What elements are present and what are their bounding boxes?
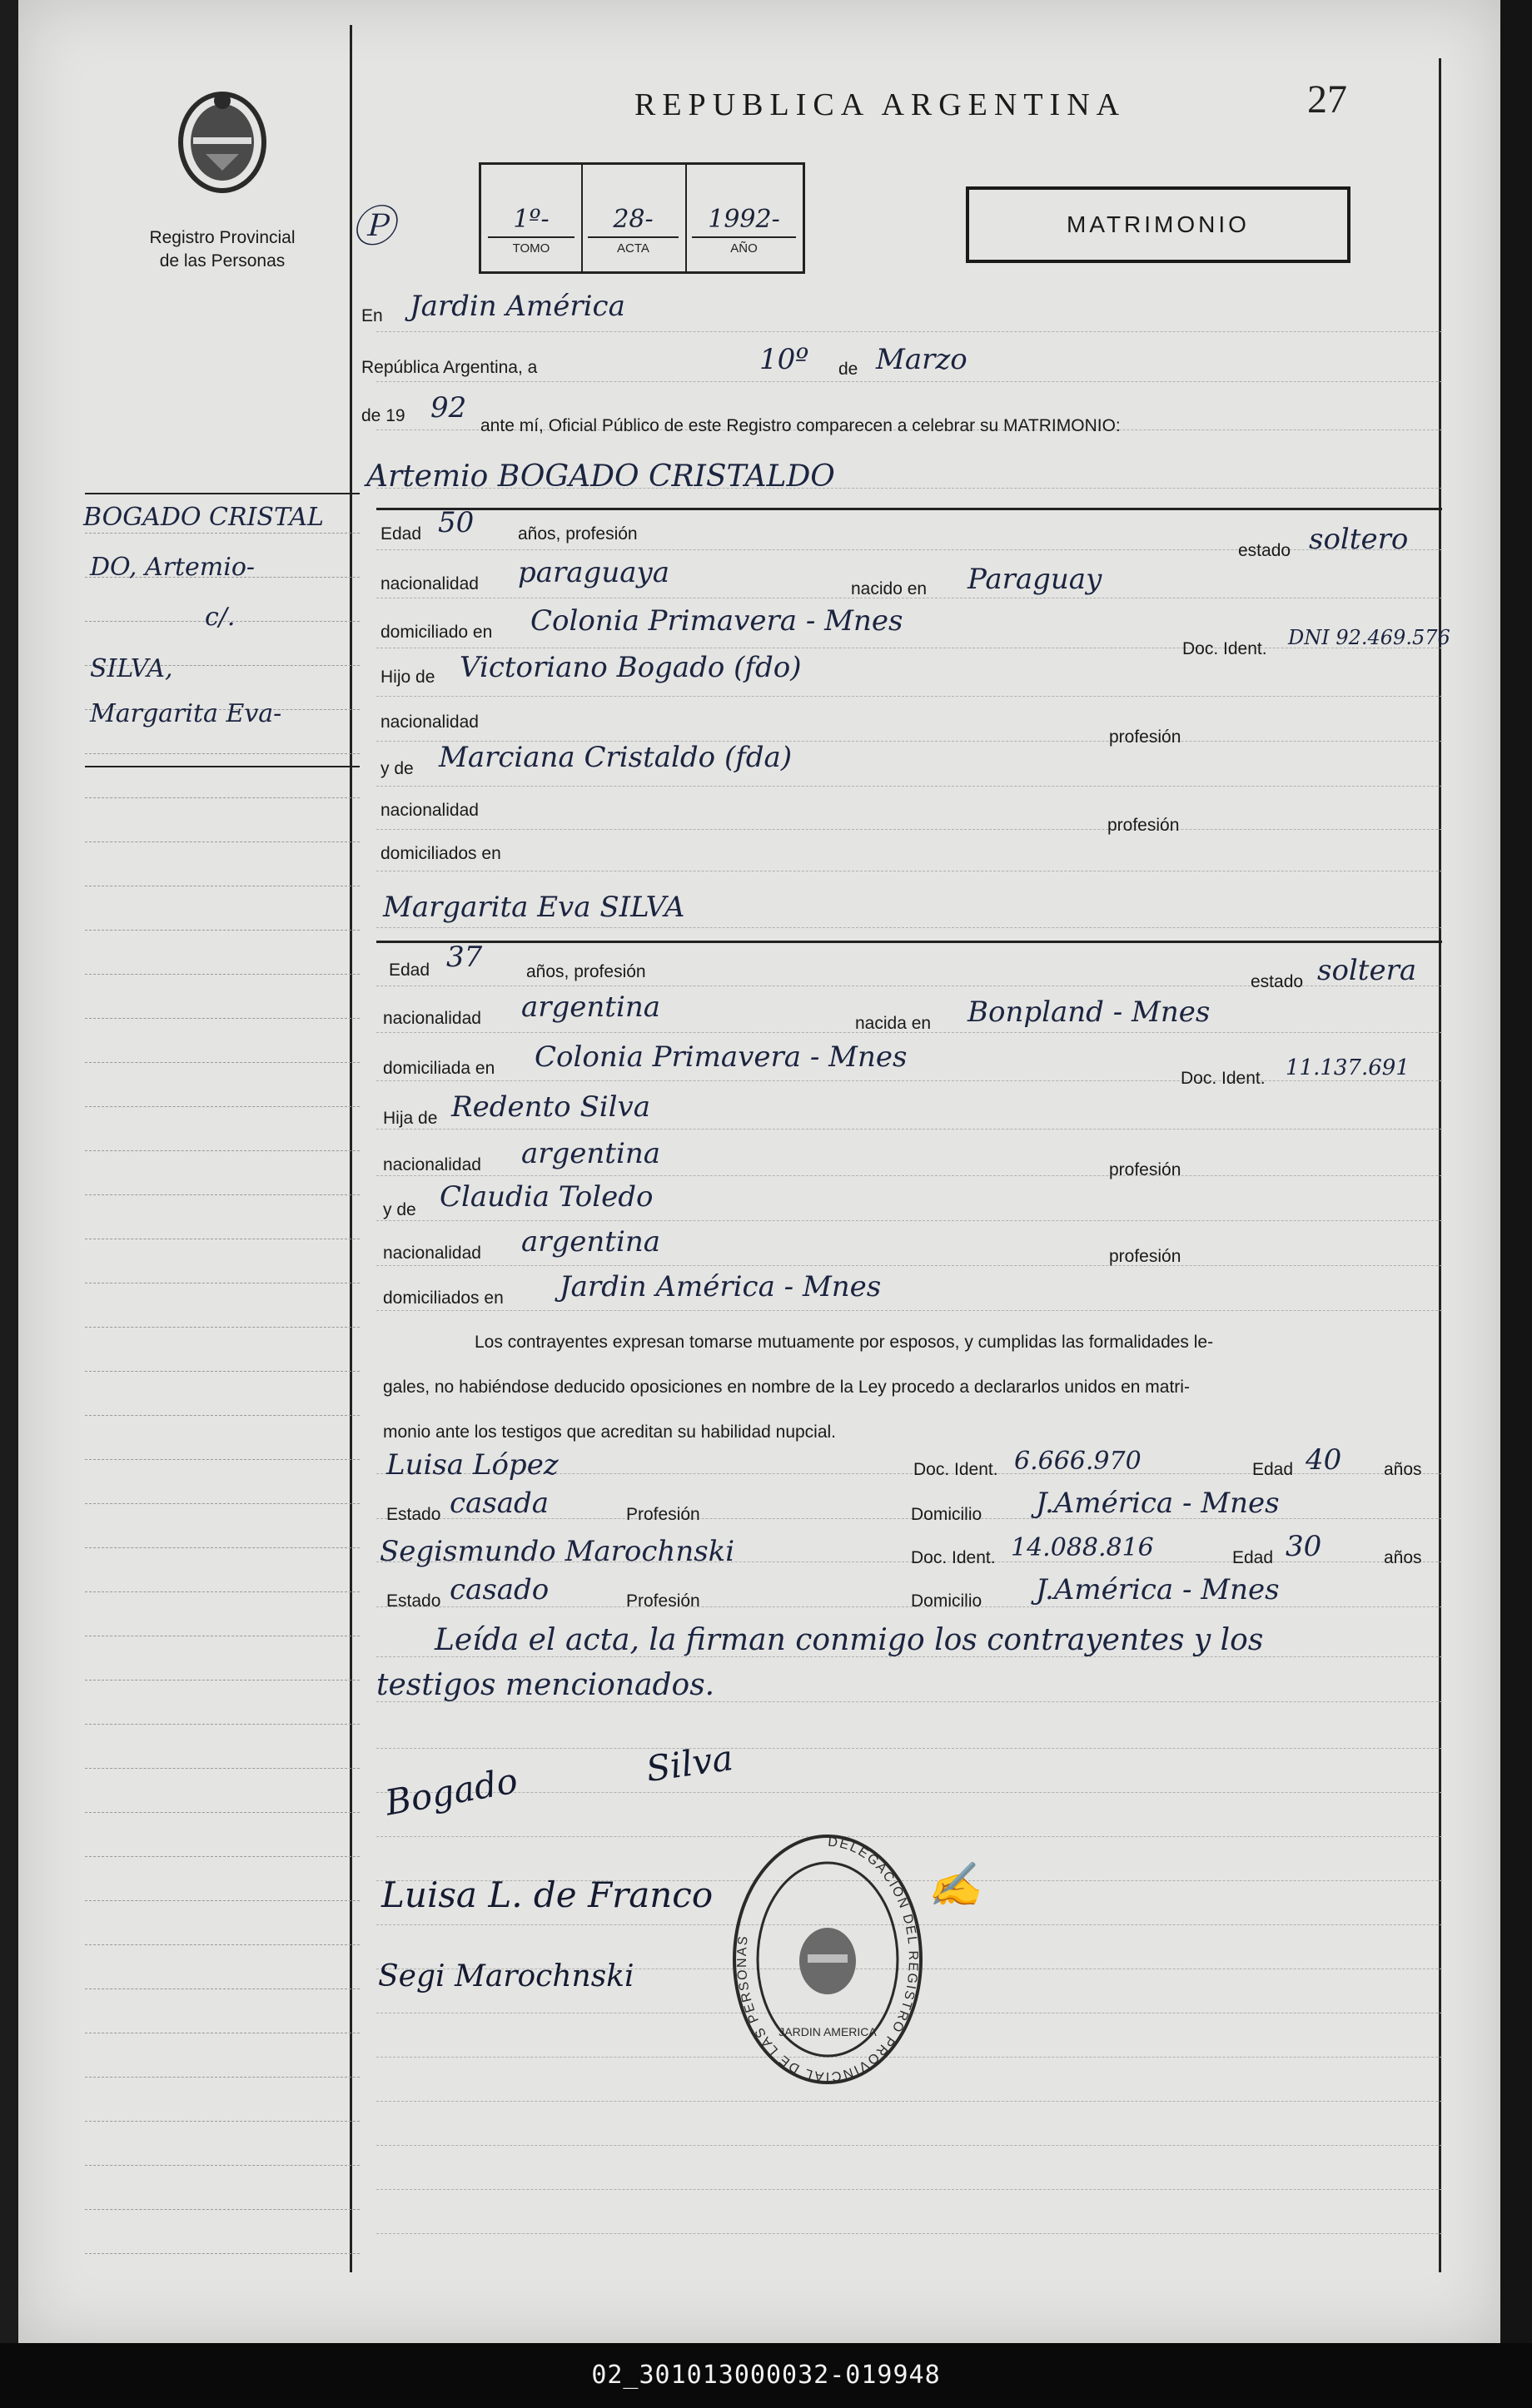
witness1-edad-label: Edad — [1252, 1460, 1294, 1479]
left-ruled-line — [85, 533, 360, 534]
left-ruled-line — [85, 1812, 360, 1813]
bride-nac1-label: nacionalidad — [383, 1155, 481, 1174]
groom-name: Artemio BOGADO CRISTALDO — [366, 459, 835, 494]
right-ruled-line — [376, 829, 1442, 830]
witness1-doc: 6.666.970 — [1014, 1447, 1142, 1476]
left-ruled-line — [85, 1150, 360, 1151]
tomo-label: TOMO — [512, 241, 550, 256]
left-ruled-line — [85, 2077, 360, 2078]
groom-nacido-label: nacido en — [851, 579, 928, 598]
place-value: Jardin América — [410, 290, 625, 323]
bride-yde-label: y de — [383, 1200, 416, 1219]
bride-profesion-label: años, profesión — [526, 962, 646, 981]
bride-nac1: argentina — [521, 1137, 661, 1170]
left-top-rule — [85, 493, 360, 494]
left-ruled-line — [85, 974, 360, 975]
left-ruled-line — [85, 2121, 360, 2122]
left-ruled-line — [85, 1900, 360, 1901]
official-signature: ✍ — [928, 1860, 982, 1910]
record-type-box — [966, 186, 1350, 263]
bride-nacida: Bonpland - Mnes — [967, 995, 1211, 1029]
groom-edad-label: Edad — [381, 524, 422, 544]
groom-profesion-label: años, profesión — [518, 524, 638, 544]
bride-doc-label: Doc. Ident. — [1181, 1069, 1266, 1088]
left-ruled-line — [85, 1018, 360, 1019]
bride-nac2-label: nacionalidad — [383, 1244, 481, 1263]
left-ruled-line — [85, 1591, 360, 1592]
witness1-estado: casada — [450, 1487, 550, 1520]
margin-note-line: SILVA, — [90, 654, 173, 683]
tomo-divider — [488, 236, 574, 238]
witness2-domicilio: J.América - Mnes — [1036, 1573, 1280, 1606]
groom-nac1-label: nacionalidad — [381, 712, 479, 732]
groom-nacido: Paraguay — [967, 563, 1102, 596]
left-ruled-line — [85, 2209, 360, 2210]
acta-label: ACTA — [617, 241, 649, 256]
right-ruled-line — [376, 1792, 1442, 1793]
en-label: En — [361, 306, 383, 325]
bride-domiciliados: Jardin América - Mnes — [560, 1270, 882, 1303]
groom-estado-label: estado — [1238, 541, 1291, 560]
organization-line1: Registro Provincial — [149, 228, 296, 247]
tomo-value: 1º- — [513, 205, 550, 234]
left-ruled-line — [85, 1371, 360, 1372]
groom-nacionalidad-label: nacionalidad — [381, 574, 479, 593]
witness2-profesion-label: Profesión — [626, 1591, 700, 1611]
declaration-text — [383, 1320, 1440, 1455]
right-ruled-line — [376, 1606, 1442, 1607]
bride-nacida-label: nacida en — [855, 1014, 932, 1033]
right-ruled-line — [376, 696, 1442, 697]
witness1-profesion-label: Profesión — [626, 1505, 700, 1524]
year-prefix: de 19 — [361, 406, 405, 425]
left-ruled-line — [85, 2253, 360, 2254]
left-ruled-line — [85, 930, 360, 931]
right-ruled-line — [376, 1748, 1442, 1749]
acta-divider — [588, 236, 679, 238]
groom-mother: Marciana Cristaldo (fda) — [439, 741, 793, 774]
signature-1: Bogado — [381, 1760, 521, 1824]
bride-domicilio-label: domiciliada en — [383, 1059, 495, 1078]
bride-nacionalidad: argentina — [521, 991, 661, 1024]
bride-prof1-label: profesión — [1109, 1160, 1181, 1179]
right-ruled-line — [376, 1129, 1442, 1130]
bride-edad-label: Edad — [389, 961, 430, 980]
groom-divider — [376, 508, 1442, 510]
groom-estado: soltero — [1309, 523, 1409, 556]
bride-doc: 11.137.691 — [1286, 1055, 1410, 1080]
tomo-acta-anio-box — [479, 162, 805, 274]
left-ruled-line — [85, 1459, 360, 1460]
right-ruled-line — [376, 1310, 1442, 1311]
witness1-edad: 40 — [1306, 1443, 1342, 1477]
right-ruled-line — [376, 2233, 1442, 2234]
signature-4: Segi Marochnski — [378, 1959, 634, 1993]
right-ruled-line — [376, 2189, 1442, 2190]
groom-yde-label: y de — [381, 759, 414, 778]
witness2-estado: casado — [450, 1573, 550, 1606]
seal-subtext: JARDIN AMERICA — [778, 2025, 877, 2038]
left-ruled-line — [85, 1988, 360, 1989]
right-ruled-line — [376, 927, 1442, 928]
acta-value: 28- — [613, 205, 654, 234]
witness2-doc: 14.088.816 — [1011, 1533, 1154, 1562]
bride-mother: Claudia Toledo — [440, 1180, 654, 1214]
anio-label: AÑO — [730, 241, 758, 256]
groom-domicilio: Colonia Primavera - Mnes — [530, 604, 903, 638]
coat-of-arms-icon — [168, 87, 276, 196]
left-ruled-line — [85, 1194, 360, 1195]
left-margin-line — [350, 25, 352, 2272]
page-number: 27 — [1307, 77, 1347, 122]
groom-hijo-label: Hijo de — [381, 668, 435, 687]
margin-note-line: DO, Artemio- — [90, 553, 256, 582]
witness2-estado-label: Estado — [386, 1591, 441, 1611]
right-ruled-line — [376, 786, 1442, 787]
left-ruled-line — [85, 1944, 360, 1945]
anio-divider — [692, 236, 796, 238]
day-value: 10º — [759, 343, 809, 376]
witness2-name: Segismundo Marochnski — [380, 1535, 735, 1568]
bride-domicilio: Colonia Primavera - Mnes — [535, 1040, 908, 1074]
official-seal-icon — [728, 1828, 928, 2091]
republica-label: República Argentina, a — [361, 358, 538, 377]
groom-father: Victoriano Bogado (fdo) — [460, 651, 802, 684]
organization-name — [110, 226, 335, 273]
right-ruled-line — [376, 1080, 1442, 1081]
groom-edad: 50 — [438, 506, 475, 539]
witness1-anos-label: años — [1384, 1460, 1422, 1479]
right-ruled-line — [376, 1220, 1442, 1221]
right-ruled-line — [376, 1175, 1442, 1176]
acta-cell — [581, 165, 687, 271]
groom-doc: DNI 92.469.576 — [1288, 626, 1450, 649]
left-note-end-rule — [85, 766, 360, 767]
right-border-line — [1439, 58, 1441, 2272]
declaration-line1: Los contrayentes expresan tomarse mutuamente por esposos, y cumplidas las formalidades le- — [475, 1333, 1214, 1352]
declaration-line2: gales, no habiéndose deducido oposiciones en nombre de la Ley procedo a declararlos unidos en matri- — [383, 1378, 1190, 1397]
witness2-edad-label: Edad — [1232, 1548, 1274, 1567]
witness1-doc-label: Doc. Ident. — [913, 1460, 998, 1479]
left-ruled-line — [85, 753, 360, 754]
declaration-line3: monio ante los testigos que acreditan su habilidad nupcial. — [383, 1422, 837, 1442]
statement-text: ante mí, Oficial Público de este Registro comparecen a celebrar su MATRIMONIO: — [480, 416, 1121, 435]
witness1-domicilio-label: Domicilio — [911, 1505, 982, 1524]
de-label: de — [838, 360, 858, 379]
signature-2: Silva — [644, 1736, 736, 1790]
right-ruled-line — [376, 381, 1442, 382]
left-ruled-line — [85, 1106, 360, 1107]
bride-prof2-label: profesión — [1109, 1247, 1181, 1266]
left-ruled-line — [85, 1724, 360, 1725]
closing-line1: Leída el acta, la firman conmigo los contrayentes y los — [435, 1623, 1264, 1657]
closing-line2: testigos mencionados. — [376, 1668, 715, 1702]
signature-3: Luisa L. de Franco — [381, 1874, 714, 1915]
month-value: Marzo — [876, 343, 967, 376]
groom-prof2-label: profesión — [1107, 816, 1180, 835]
left-ruled-line — [85, 1503, 360, 1504]
bride-domiciliados-label: domiciliados en — [383, 1288, 504, 1308]
margin-note-line: c/. — [205, 603, 236, 632]
initials-mark: Ⓟ — [351, 202, 395, 252]
left-ruled-line — [85, 1062, 360, 1063]
witness2-edad: 30 — [1286, 1530, 1322, 1563]
anio-cell — [685, 165, 803, 271]
witness1-name: Luisa López — [386, 1448, 559, 1482]
bride-father: Redento Silva — [451, 1090, 650, 1124]
groom-prof1-label: profesión — [1109, 727, 1181, 747]
groom-domiciliados-label: domiciliados en — [381, 844, 501, 863]
witness1-domicilio: J.América - Mnes — [1036, 1487, 1280, 1520]
margin-note-line: Margarita Eva- — [90, 699, 282, 728]
groom-domicilio-label: domiciliado en — [381, 623, 493, 642]
bride-name: Margarita Eva SILVA — [383, 891, 685, 924]
file-caption: 02_301013000032-019948 — [0, 2343, 1532, 2408]
bride-nac2: argentina — [521, 1225, 661, 1259]
left-ruled-line — [85, 1327, 360, 1328]
witness1-estado-label: Estado — [386, 1505, 441, 1524]
record-type-label: MATRIMONIO — [1067, 211, 1250, 237]
witness2-domicilio-label: Domicilio — [911, 1591, 982, 1611]
anio-value: 1992- — [708, 205, 780, 234]
bride-divider — [376, 941, 1442, 943]
right-ruled-line — [376, 331, 1442, 332]
groom-nacionalidad: paraguaya — [518, 556, 669, 589]
groom-nac2-label: nacionalidad — [381, 801, 479, 820]
groom-doc-label: Doc. Ident. — [1182, 639, 1267, 658]
binding-edge — [1500, 0, 1532, 2343]
bride-estado-label: estado — [1251, 972, 1304, 991]
tomo-cell — [481, 165, 583, 271]
right-ruled-line — [376, 2145, 1442, 2146]
left-ruled-line — [85, 1768, 360, 1769]
margin-note-line: BOGADO CRISTAL — [83, 503, 324, 532]
bride-hija-label: Hija de — [383, 1109, 438, 1128]
left-ruled-line — [85, 1680, 360, 1681]
left-ruled-line — [85, 797, 360, 798]
right-ruled-line — [376, 1265, 1442, 1266]
bride-estado: soltera — [1317, 954, 1417, 987]
left-ruled-line — [85, 1547, 360, 1548]
document-page — [18, 0, 1500, 2343]
bride-edad: 37 — [446, 941, 483, 974]
witness2-doc-label: Doc. Ident. — [911, 1548, 996, 1567]
country-title: REPUBLICA ARGENTINA — [634, 87, 1127, 122]
left-ruled-line — [85, 1856, 360, 1857]
bride-nacionalidad-label: nacionalidad — [383, 1009, 481, 1028]
left-ruled-line — [85, 1415, 360, 1416]
year-suffix: 92 — [430, 391, 467, 425]
organization-line2: de las Personas — [159, 251, 286, 271]
witness2-anos-label: años — [1384, 1548, 1422, 1567]
left-ruled-line — [85, 2165, 360, 2166]
seal-text: DELEGACION DEL REGISTRO PROVINCIAL DE LAS PERSONAS — [734, 1835, 921, 2084]
right-ruled-line — [376, 2101, 1442, 2102]
